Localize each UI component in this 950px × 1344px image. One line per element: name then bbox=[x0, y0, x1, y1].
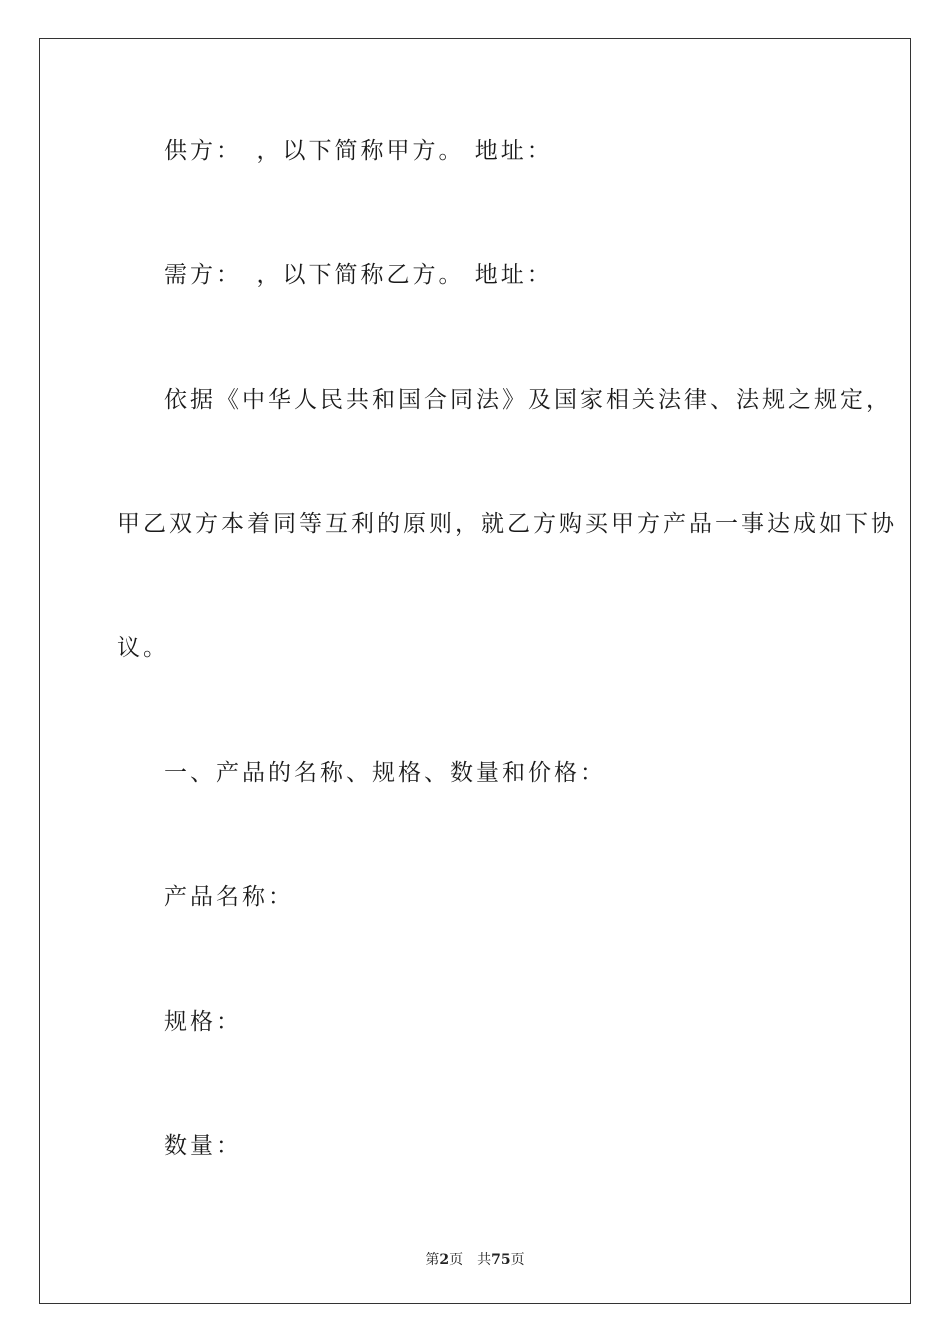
basis-line-1: 依据《中华人民共和国合同法》及国家相关法律、法规之规定， bbox=[164, 387, 892, 413]
section-1-heading: 一、产品的名称、规格、数量和价格： bbox=[164, 760, 606, 786]
total-prefix: 共 bbox=[477, 1252, 492, 1268]
page-suffix: 页 bbox=[449, 1252, 464, 1268]
quantity-line: 数量： bbox=[164, 1133, 242, 1159]
spec-line: 规格： bbox=[164, 1009, 242, 1035]
total-suffix: 页 bbox=[510, 1252, 525, 1268]
page-border bbox=[39, 38, 911, 1304]
supplier-line: 供方： ，以下简称甲方。 地址： bbox=[164, 138, 553, 164]
page-number: 2 bbox=[439, 1252, 450, 1268]
page-footer bbox=[0, 1249, 950, 1269]
basis-line-3: 议。 bbox=[117, 635, 169, 661]
total-pages: 75 bbox=[491, 1252, 511, 1268]
basis-line-2: 甲乙双方本着同等互利的原则，就乙方购买甲方产品一事达成如下协 bbox=[117, 511, 897, 537]
product-name-line: 产品名称： bbox=[164, 884, 294, 910]
page-prefix: 第 bbox=[425, 1252, 440, 1268]
buyer-line: 需方： ，以下简称乙方。 地址： bbox=[164, 262, 553, 288]
